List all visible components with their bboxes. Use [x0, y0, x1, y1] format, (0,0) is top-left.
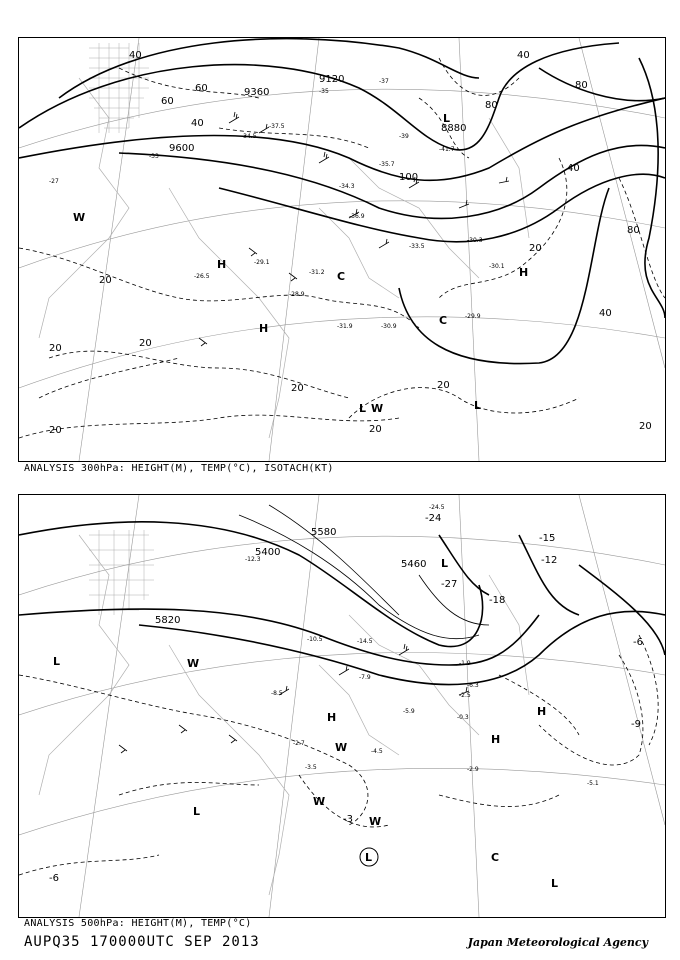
- map-500hpa-canvas: [19, 495, 665, 917]
- isotach-label-40-e: 40: [191, 118, 204, 129]
- isotach-label-20-c: 20: [49, 425, 62, 436]
- temp-label: -30.1: [489, 263, 505, 270]
- isotach-label-80-b: 80: [485, 100, 498, 111]
- map-500hpa: [18, 494, 666, 918]
- center-w-1: W: [187, 657, 200, 670]
- temp-label: -39: [399, 133, 409, 140]
- center-c-1: C: [491, 851, 500, 864]
- isotach-label-40-d: 40: [517, 50, 530, 61]
- graticule: [19, 495, 665, 917]
- isotherm-label--6-b: -6: [633, 637, 643, 648]
- isotherm-label--24: -24: [425, 513, 442, 524]
- temp-label: -30.3: [467, 237, 483, 244]
- temp-label: -4.5: [371, 748, 383, 755]
- isotherm-label--9: -9: [631, 719, 641, 730]
- center-l-1: L: [53, 655, 61, 668]
- temp-label: -37.5: [269, 123, 285, 130]
- isotherm-label--15: -15: [539, 533, 556, 544]
- height-contours: [19, 522, 665, 685]
- isotach-label-60-b: 60: [195, 83, 208, 94]
- hatch: [89, 530, 154, 615]
- chart-code: AUPQ35 170000UTC SEP 2013: [24, 934, 260, 950]
- center-l-4: L: [551, 877, 559, 890]
- height-label-5580: 5580: [311, 527, 337, 538]
- temp-label: -8.5: [271, 690, 283, 697]
- center-l-1: L: [443, 112, 451, 125]
- wind-barbs: [119, 644, 469, 753]
- temp-label: -34.5: [241, 133, 257, 140]
- isotherm-label--6: -6: [49, 873, 59, 884]
- temp-label: -10.5: [307, 636, 323, 643]
- temp-label: -1.9: [459, 660, 471, 667]
- map-300hpa-canvas: [19, 38, 665, 461]
- center-c-2: C: [439, 314, 448, 327]
- center-h-2: H: [259, 322, 269, 335]
- isotach-label-40-c: 40: [599, 308, 612, 319]
- caption-500hpa: ANALYSIS 500hPa: HEIGHT(M), TEMP(°C): [24, 918, 252, 929]
- temp-label: -6.3: [467, 682, 479, 689]
- temp-label: -37: [379, 78, 389, 85]
- height-label-5460: 5460: [401, 559, 427, 570]
- center-w-4: W: [369, 815, 382, 828]
- map-300hpa: [18, 37, 666, 462]
- temp-label: -2.5: [459, 692, 471, 699]
- temp-label: -24.5: [429, 504, 445, 511]
- isotach-label-60: 60: [161, 96, 174, 107]
- center-w-2: W: [73, 211, 86, 224]
- temp-label: -35: [319, 88, 329, 95]
- isotach-label-20-i: 20: [369, 424, 382, 435]
- temp-label: -5.1: [587, 780, 599, 787]
- center-w-1: W: [371, 402, 384, 415]
- agency-name: Japan Meteorological Agency: [467, 936, 648, 949]
- isotach-label-40: 40: [129, 50, 142, 61]
- isotach-label-80-c: 80: [627, 225, 640, 236]
- temp-label: -36.9: [349, 213, 365, 220]
- center-h-2: H: [491, 733, 501, 746]
- height-label-5400: 5400: [255, 547, 281, 558]
- wind-barbs: [199, 112, 509, 346]
- graticule: [19, 38, 665, 461]
- contours-thin: [239, 505, 489, 639]
- center-w-2: W: [335, 741, 348, 754]
- isotach-label-80: 80: [575, 80, 588, 91]
- height-label-9360: 9360: [244, 87, 270, 98]
- temp-label: -29.1: [254, 259, 270, 266]
- station-temperatures: [245, 504, 599, 787]
- temp-label: -2.7: [293, 740, 305, 747]
- temp-label: -2.9: [467, 766, 479, 773]
- height-label-8880: 8880: [441, 123, 467, 134]
- isotherm-label--3: -3: [343, 814, 353, 825]
- temp-label: -28.9: [289, 291, 305, 298]
- isotherm-label--12: -12: [541, 555, 558, 566]
- isotach-label-20-a: 20: [99, 275, 112, 286]
- temp-label: -27: [49, 178, 59, 185]
- temperature-contours: [19, 635, 658, 875]
- center-h-1: H: [217, 258, 227, 271]
- isotach-label-20-h: 20: [639, 421, 652, 432]
- temp-label: -33: [149, 153, 159, 160]
- isotach-contours: [19, 58, 665, 438]
- isotach-label-20-e: 20: [291, 383, 304, 394]
- temp-label: -26.5: [194, 273, 210, 280]
- center-h-3: H: [519, 266, 529, 279]
- center-l-2: L: [441, 557, 449, 570]
- center-h-1: H: [327, 711, 337, 724]
- temp-label: -30.9: [381, 323, 397, 330]
- temp-label: -5.9: [403, 708, 415, 715]
- temp-label: -29.9: [465, 313, 481, 320]
- height-label-9600: 9600: [169, 143, 195, 154]
- isotach-label-20-f: 20: [437, 380, 450, 391]
- isotach-label-100: 100: [399, 172, 419, 183]
- isotherm-label--27: -27: [441, 579, 458, 590]
- center-l-3: L: [474, 399, 482, 412]
- temp-label: -14.5: [357, 638, 373, 645]
- center-l-5: L: [365, 851, 373, 864]
- temp-label: -34.3: [339, 183, 355, 190]
- caption-300hpa: ANALYSIS 300hPa: HEIGHT(M), TEMP(°C), ISOTACH(KT): [24, 463, 334, 474]
- isotach-label-20-d: 20: [139, 338, 152, 349]
- isotherm-label--18: -18: [489, 595, 506, 606]
- isotach-label-20-g: 20: [529, 243, 542, 254]
- temp-label: -31.9: [337, 323, 353, 330]
- temp-label: -33.5: [409, 243, 425, 250]
- center-w-3: W: [313, 795, 326, 808]
- height-label-5820: 5820: [155, 615, 181, 626]
- center-c-1: C: [337, 270, 346, 283]
- temp-label: -7.9: [359, 674, 371, 681]
- temp-label: -0.3: [457, 714, 469, 721]
- center-l-3: L: [193, 805, 201, 818]
- temp-label: -41.7: [439, 146, 455, 153]
- temp-label: -35.7: [379, 161, 395, 168]
- temp-label: -12.3: [245, 556, 261, 563]
- temp-label: -3.5: [305, 764, 317, 771]
- isotach-label-20-b: 20: [49, 343, 62, 354]
- center-h-3: H: [537, 705, 547, 718]
- height-label-9120: 9120: [319, 74, 345, 85]
- isotach-label-40-b: 40: [567, 163, 580, 174]
- center-l-2: L: [359, 402, 367, 415]
- temp-label: -31.2: [309, 269, 325, 276]
